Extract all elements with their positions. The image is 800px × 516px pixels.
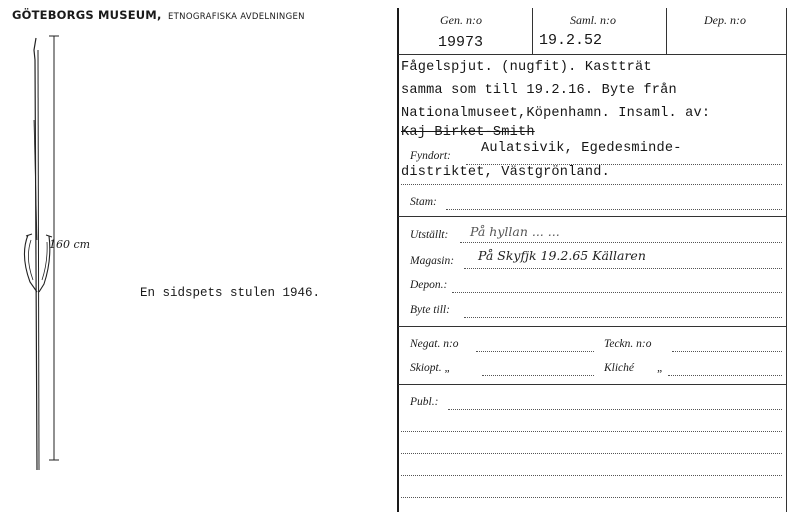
department-name: ETNOGRAFISKA AVDELNINGEN bbox=[168, 12, 305, 22]
gen-no-value: 19973 bbox=[438, 34, 484, 51]
saml-no-value: 19.2.52 bbox=[539, 32, 603, 49]
dotted-line bbox=[401, 497, 782, 498]
teckn-label: Teckn. n:o bbox=[604, 338, 652, 350]
magasin-handwritten: På Skyfjk 19.2.65 Källaren bbox=[478, 248, 646, 263]
dotted-line bbox=[464, 317, 782, 318]
dotted-line bbox=[672, 351, 782, 352]
fyndort-label: Fyndort: bbox=[410, 150, 451, 162]
dotted-line bbox=[448, 409, 782, 410]
column-divider bbox=[532, 8, 533, 54]
saml-no-label: Saml. n:o bbox=[570, 13, 616, 27]
column-divider bbox=[666, 8, 667, 54]
dotted-line bbox=[446, 209, 782, 210]
dep-no-label: Dep. n:o bbox=[704, 13, 746, 27]
description-line: Nationalmuseet,Köpenhamn. Insaml. av: bbox=[401, 106, 711, 121]
gen-no-label: Gen. n:o bbox=[440, 13, 482, 27]
header-rule bbox=[398, 54, 786, 55]
utstallt-handwritten: På hyllan ... ... bbox=[470, 224, 560, 239]
museum-name: GÖTEBORGS MUSEUM, bbox=[12, 8, 162, 22]
kliche-mark: „ bbox=[657, 362, 664, 374]
dotted-line bbox=[482, 375, 594, 376]
side-note: En sidspets stulen 1946. bbox=[140, 286, 321, 300]
stam-label: Stam: bbox=[410, 196, 437, 208]
dotted-line bbox=[668, 375, 782, 376]
dotted-line bbox=[476, 351, 594, 352]
negat-label: Negat. n:o bbox=[410, 338, 459, 350]
length-label: 160 cm bbox=[49, 238, 91, 251]
depon-label: Depon.: bbox=[410, 279, 448, 291]
dotted-line bbox=[460, 242, 782, 243]
dotted-line bbox=[464, 268, 782, 269]
magasin-label: Magasin: bbox=[410, 255, 455, 267]
dotted-line bbox=[401, 475, 782, 476]
section-rule bbox=[398, 384, 786, 385]
description-line: Fågelspjut. (nugfit). Kastträt bbox=[401, 60, 652, 75]
utstallt-label: Utställt: bbox=[410, 229, 449, 241]
description-line: samma som till 19.2.16. Byte från bbox=[401, 83, 677, 98]
museum-header bbox=[12, 8, 305, 22]
collector-struck: Kaj Birket-Smith bbox=[401, 125, 535, 140]
publ-label: Publ.: bbox=[410, 396, 439, 408]
section-rule bbox=[398, 326, 786, 327]
dotted-line bbox=[401, 431, 782, 432]
card-right-border bbox=[786, 8, 787, 512]
kliche-label: Kliché bbox=[604, 362, 635, 374]
byte-till-label: Byte till: bbox=[410, 304, 450, 316]
skiopt-label: Skiopt. „ bbox=[410, 362, 451, 374]
fyndort-value: Aulatsivik, Egedesminde- bbox=[481, 141, 682, 156]
dotted-line bbox=[401, 453, 782, 454]
fyndort-value: distriktet, Västgrönland. bbox=[401, 165, 610, 180]
section-rule bbox=[398, 216, 786, 217]
card-left-border bbox=[397, 8, 399, 512]
dotted-line bbox=[401, 184, 782, 185]
dotted-line bbox=[452, 292, 782, 293]
